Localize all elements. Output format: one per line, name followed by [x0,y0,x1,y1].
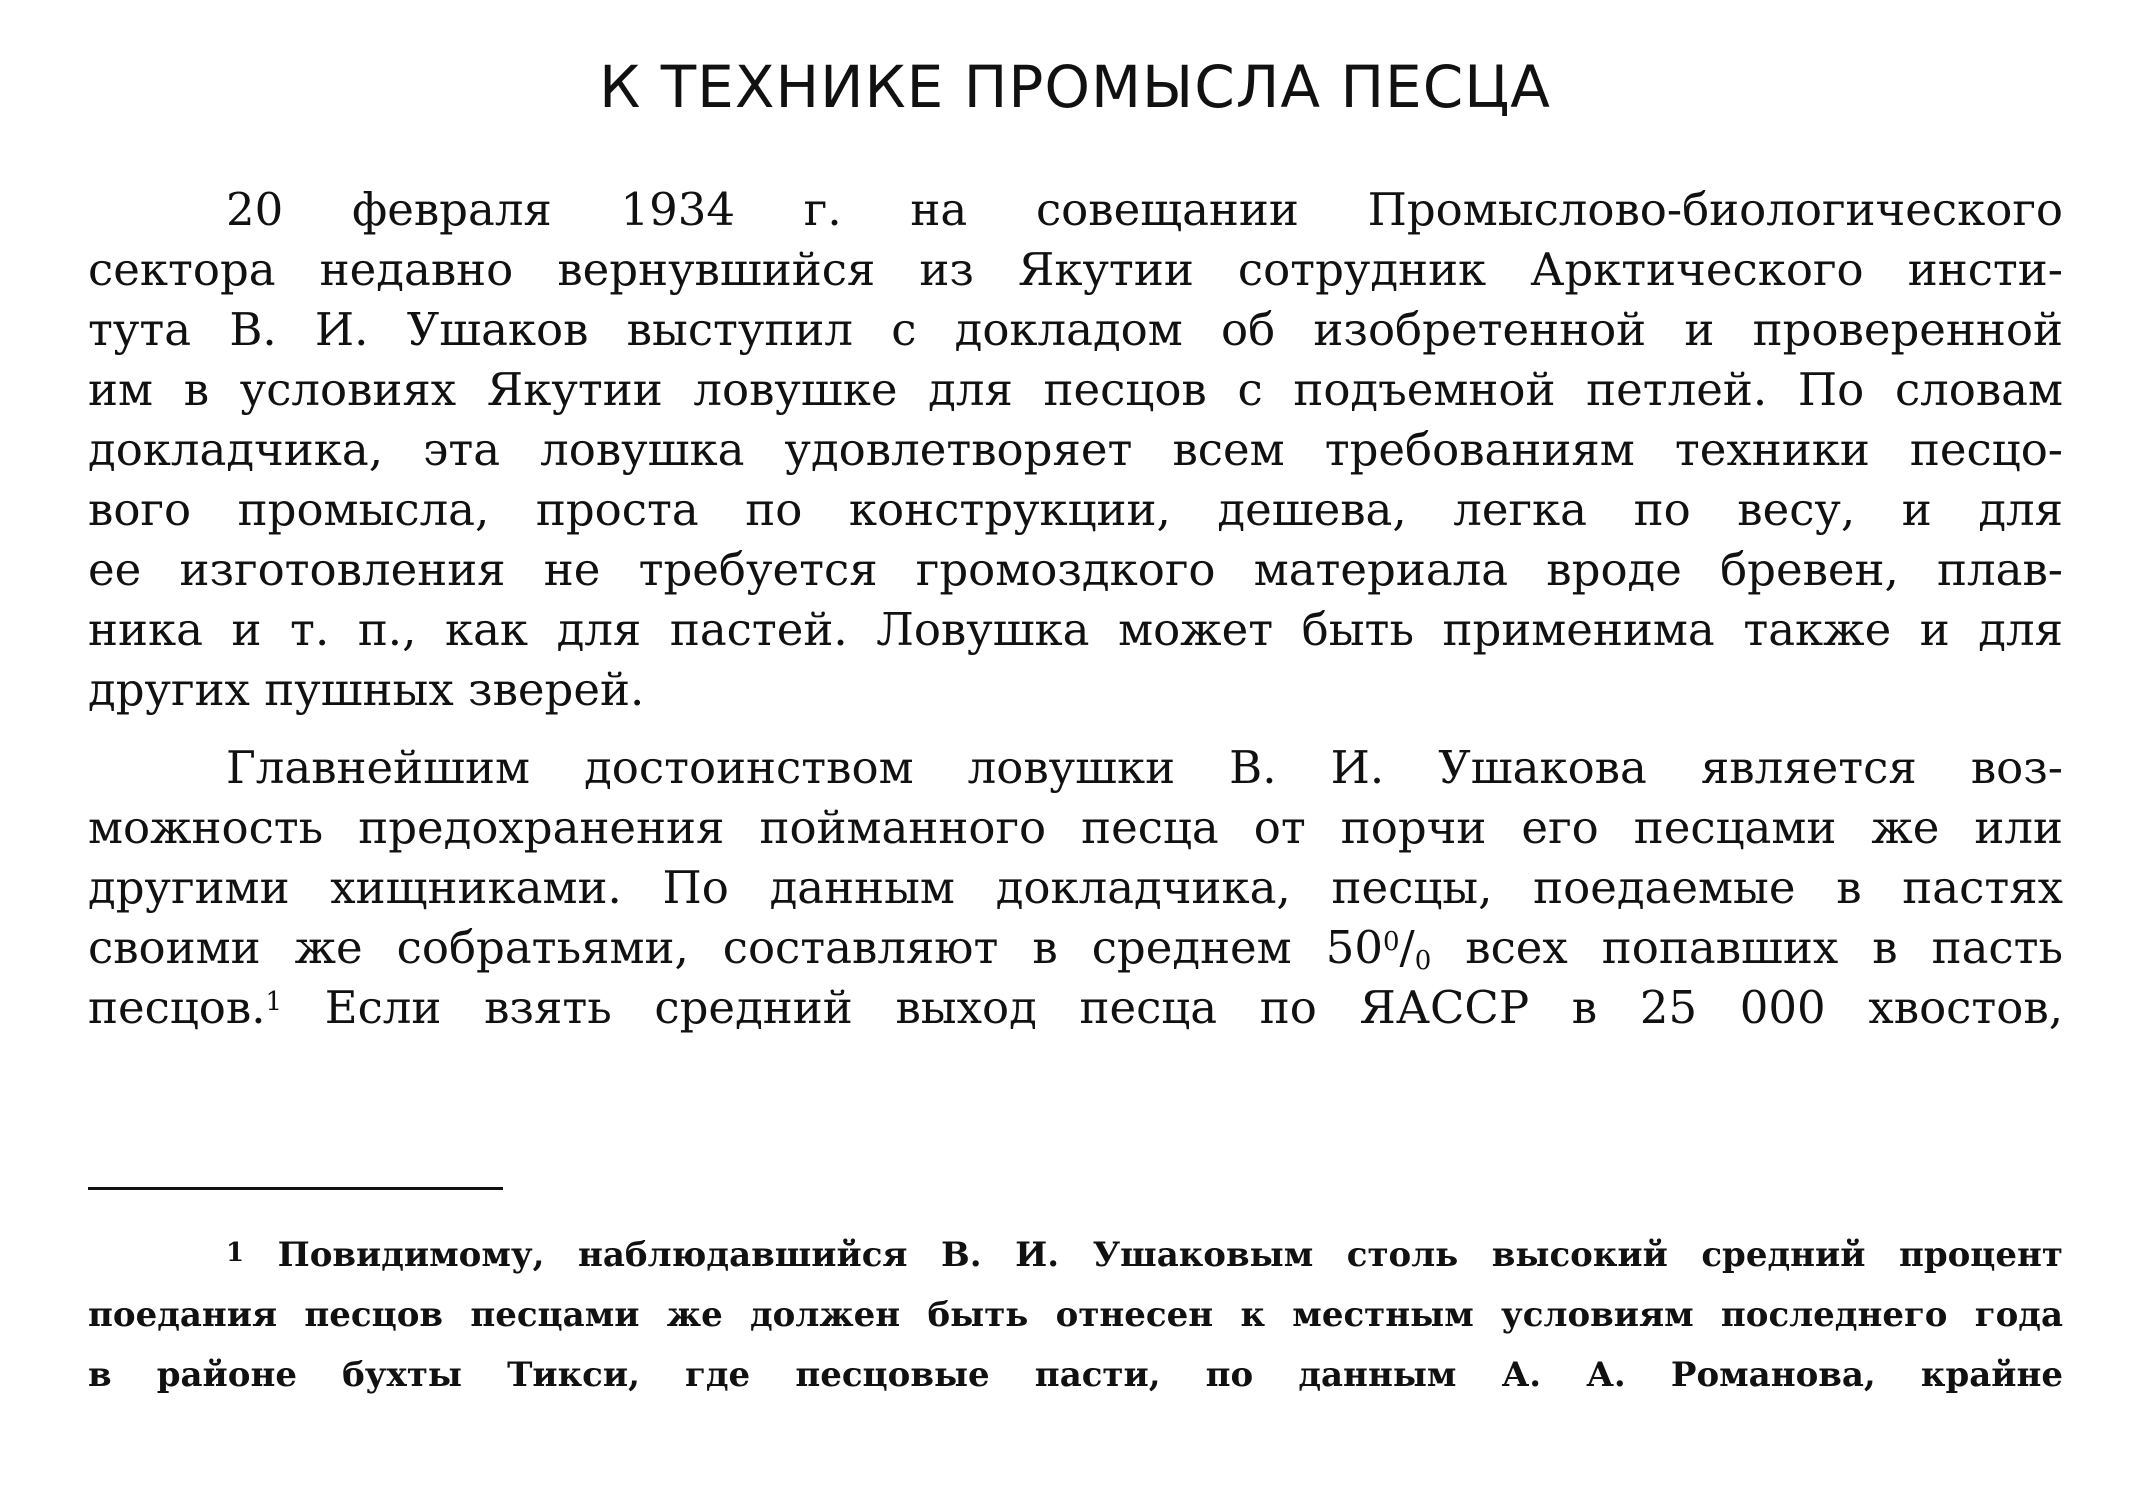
text-line: сектора недавно вернувшийся из Якутии сотрудник Арктического инсти- [88,243,2063,296]
footnote-divider [88,1187,503,1190]
percent-sign-top: 0 [1382,927,1400,957]
footnote-text: Повидимому, наблюдавшийся В. И. Ушаковым столь высокий средний процент [277,1235,2063,1275]
text-line: тута В. И. Ушаков выступил с докладом об изобретенной и проверенной [88,303,2063,356]
footnote-line [226,1230,2063,1280]
text-line: вого промысла, проста по конструкции, дешева, легка по весу, и для [88,483,2063,536]
text-line: другими хищниками. По данным докладчика, песцы, поедаемые в пастях [88,861,2063,914]
text-line: других пушных зверей. [88,663,645,716]
text-fragment: своими же собратьями, составляют в среднем 50 [88,921,1383,974]
article-title: К ТЕХНИКЕ ПРОМЫСЛА ПЕСЦА [599,53,1551,121]
footnote-line: в районе бухты Тикси, где песцовые пасти, по данным А. А. Романова, крайне [88,1355,2063,1395]
footnote-line: поедания песцов песцами же должен быть отнесен к местным условиям последнего года [88,1295,2063,1335]
text-line: ее изготовления не требуется громоздкого материала вроде бревен, плав- [88,543,2063,596]
text-fragment: Если взять средний выход песца по ЯАССР в 25 000 хвостов, [282,981,2063,1034]
text-line [88,978,2063,1038]
text-line: 20 февраля 1934 г. на совещании Промыслово-биологического [226,183,2063,236]
text-line: докладчика, эта ловушка удовлетворяет всем требованиям техники песцо- [88,423,2063,476]
percent-sign-slash: / [1399,921,1415,974]
text-fragment: песцов. [88,981,266,1034]
text-line: Главнейшим достоинством ловушки В. И. Ушакова является воз- [226,741,2063,794]
text-line: ника и т. п., как для пастей. Ловушка может быть применима также и для [88,603,2063,656]
text-fragment: всех попавших в пасть [1431,921,2064,974]
text-line: можность предохранения пойманного песца от порчи его песцами же или [88,801,2063,854]
text-line [88,918,2063,985]
percent-sign-bottom: 0 [1414,946,1432,976]
footnote-reference: 1 [265,987,283,1017]
text-line: им в условиях Якутии ловушке для песцов с подъемной петлей. По словам [88,363,2063,416]
footnote-number: 1 [226,1238,245,1268]
